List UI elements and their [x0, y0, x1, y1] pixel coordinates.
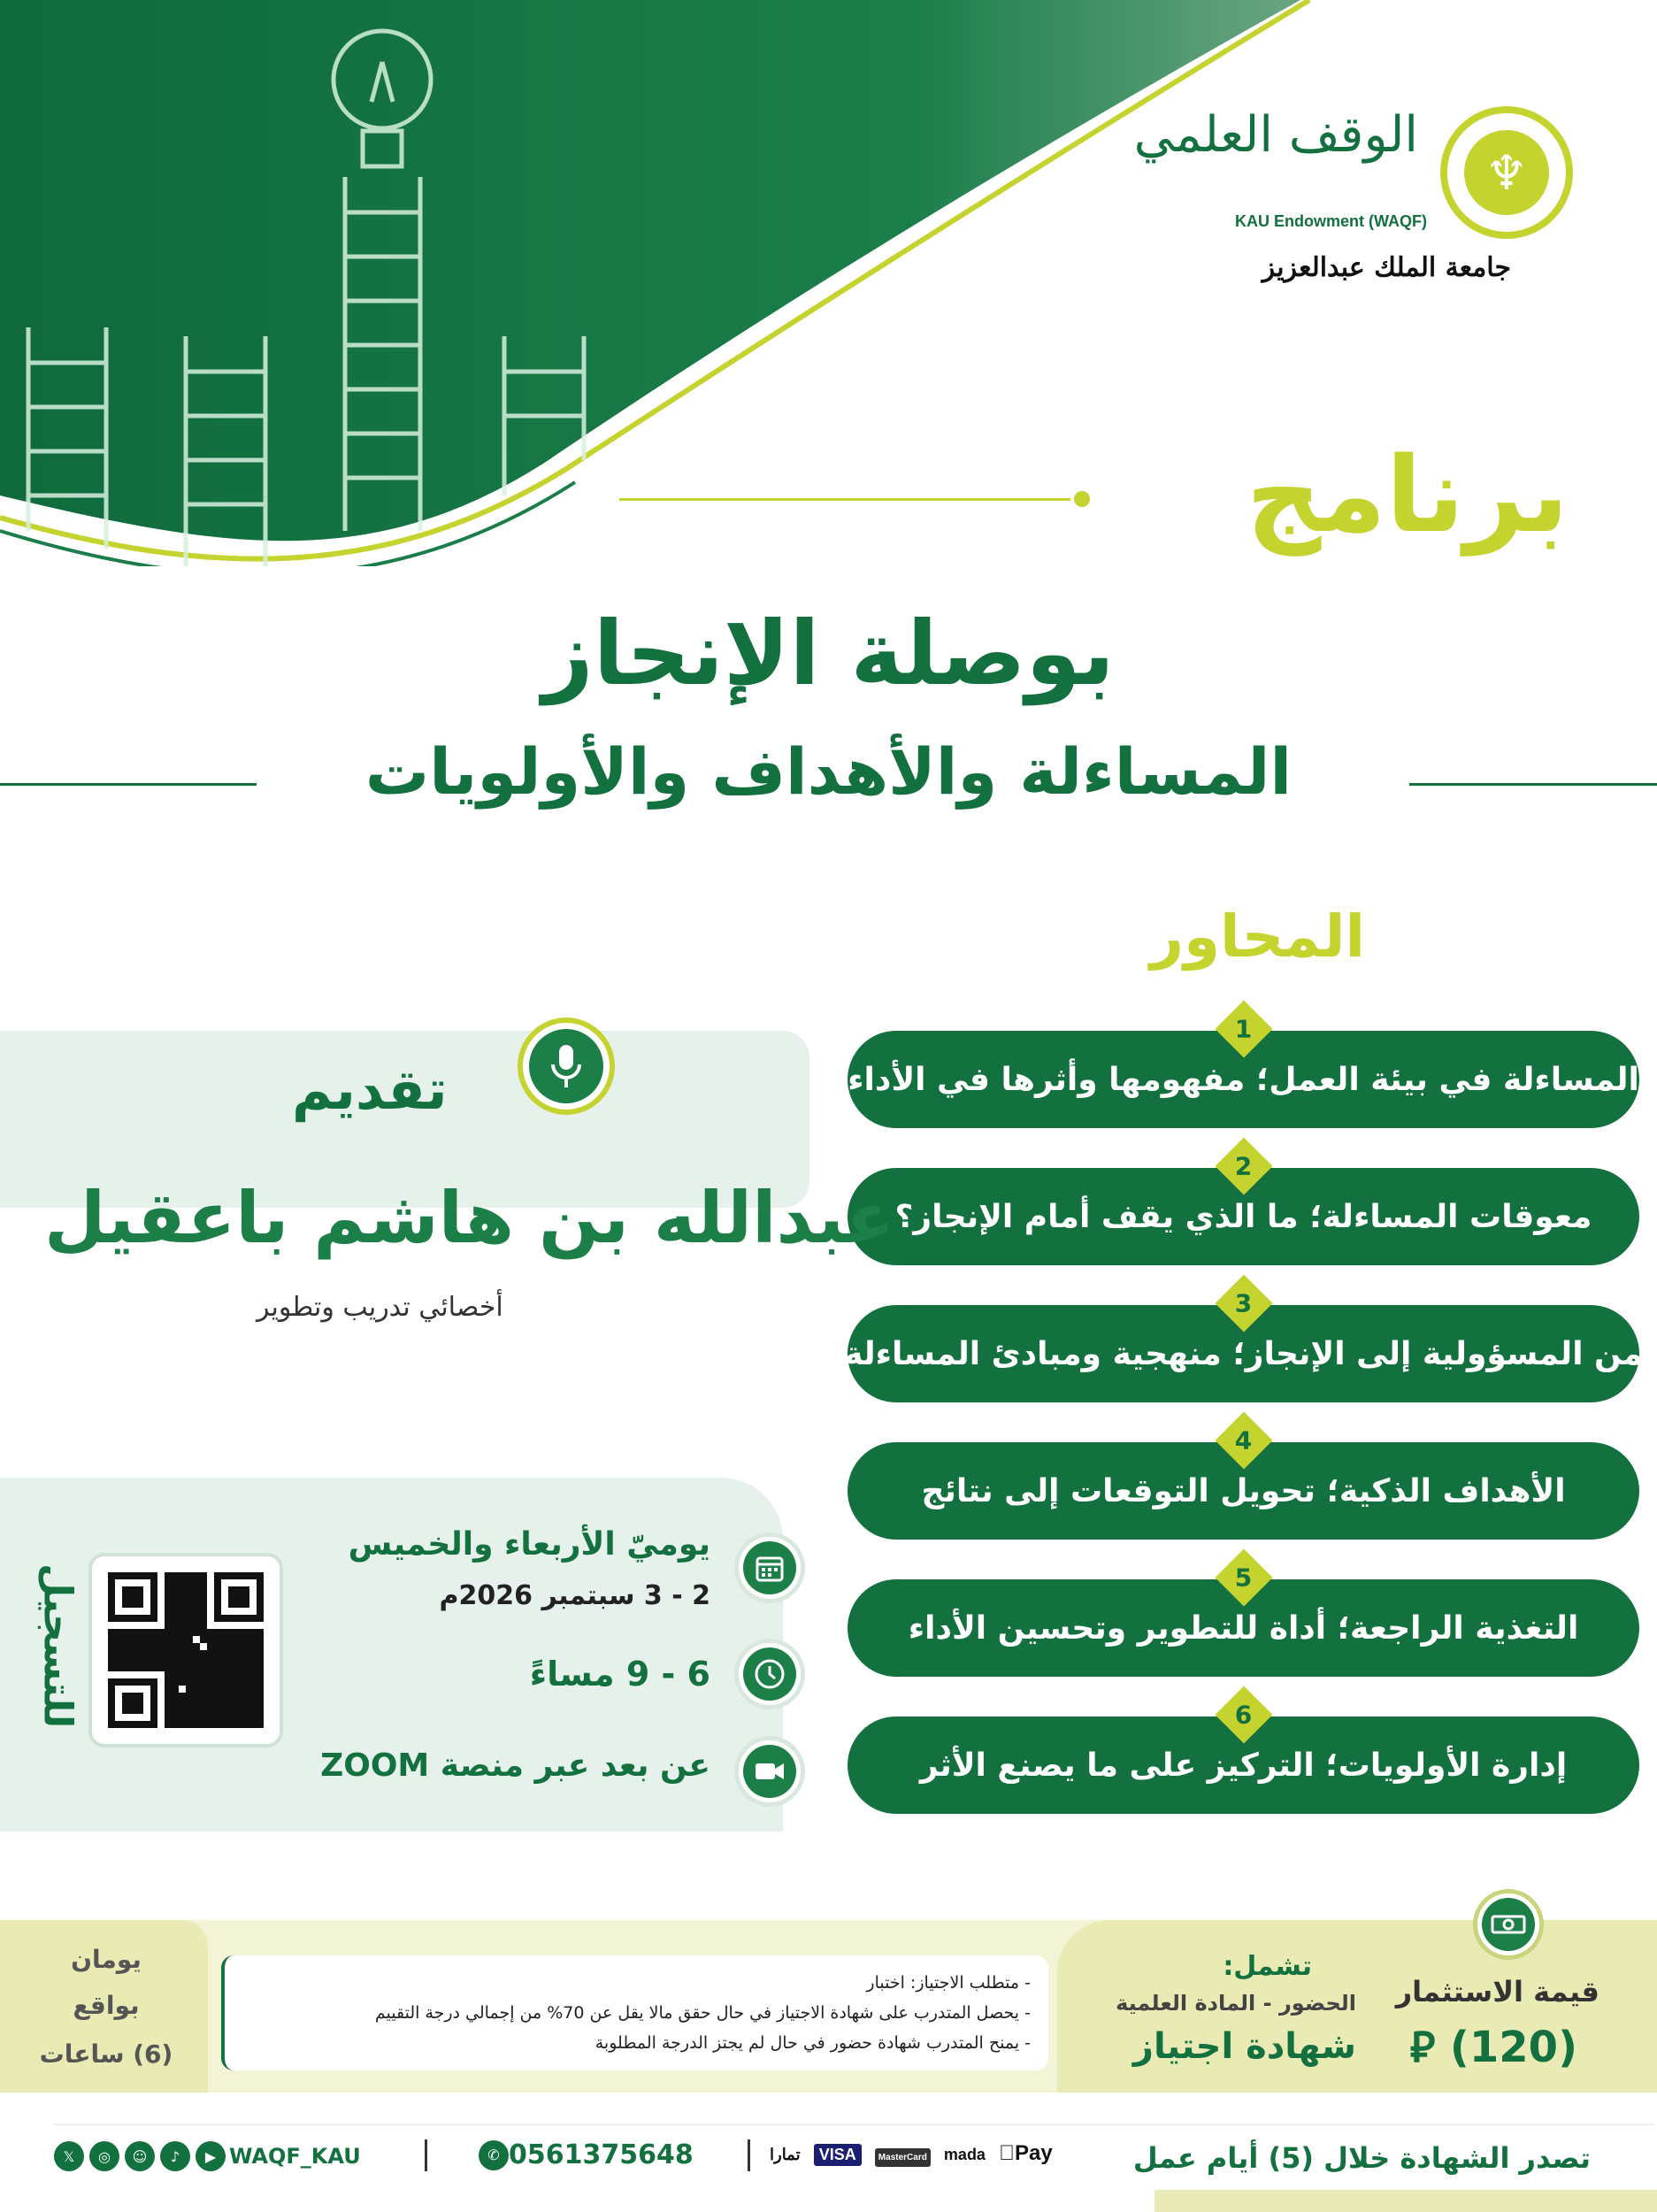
- whatsapp-icon: ✆: [479, 2140, 509, 2170]
- includes-items: الحضور - المادة العلمية: [1116, 1991, 1356, 2016]
- phone-number: 0561375648: [509, 2139, 694, 2170]
- logo-english: KAU Endowment (WAQF): [1235, 212, 1427, 230]
- youtube-icon[interactable]: ▶: [196, 2141, 226, 2171]
- schedule-date: 2 - 3 سبتمبر 2026م: [439, 1580, 710, 1611]
- schedule-days: يوميّ الأربعاء والخميس: [348, 1526, 710, 1563]
- axis-number-badge: 2: [1215, 1137, 1272, 1194]
- note-attendance-cert: - يمنح المتدرب شهادة حضور في حال لم يجتز الدرجة المطلوبة: [595, 2033, 1031, 2053]
- calendar-icon: [734, 1532, 805, 1603]
- footer-divider: [53, 2124, 1654, 2125]
- apple-pay-icon: Pay: [999, 2141, 1037, 2165]
- registration-qr-code[interactable]: [88, 1553, 283, 1747]
- axis-item-3: [844, 1288, 1643, 1402]
- program-label: برنامج: [1246, 434, 1569, 556]
- page-subtitle: المساءلة والأهداف والأولويات: [364, 734, 1293, 809]
- axis-number-badge: 6: [1215, 1686, 1272, 1743]
- presenter-role: أخصائي تدريب وتطوير: [257, 1292, 503, 1323]
- axis-item-4: [848, 1425, 1639, 1540]
- certificate-note: تصدر الشهادة خلال (5) أيام عمل: [1132, 2141, 1591, 2175]
- social-handle: WAQF_KAU: [229, 2144, 361, 2169]
- axis-text: من المسؤولية إلى الإنجاز؛ منهجية ومبادئ المساءلة: [844, 1335, 1643, 1372]
- divider: [619, 498, 1070, 501]
- investment-value: (120) ⃁: [1409, 2023, 1577, 2072]
- presenter-name: عبدالله بن هاشم باعقيل: [44, 1177, 895, 1259]
- schedule-platform: عن بعد عبر منصة ZOOM: [320, 1747, 710, 1784]
- note-requirement: - متطلب الاجتياز: اختبار: [866, 1973, 1031, 1993]
- axis-text: معوقات المساءلة؛ ما الذي يقف أمام الإنجاز؟: [894, 1198, 1592, 1235]
- microphone-icon: [518, 1018, 615, 1115]
- presenter-label: تقديم: [292, 1057, 448, 1122]
- note-pass-cert: - يحصل المتدرب على شهادة الاجتياز في حال حقق مالا يقل عن 70% من إجمالي درجة التقييم: [374, 2003, 1031, 2023]
- duration-line-2: بواقع: [73, 1991, 140, 2020]
- x-icon[interactable]: 𝕏: [54, 2141, 84, 2171]
- tamara-icon: تمارا: [770, 2146, 801, 2163]
- axis-text: إدارة الأولويات؛ التركيز على ما يصنع الأثر: [919, 1747, 1568, 1784]
- snapchat-icon[interactable]: ☺: [125, 2141, 155, 2171]
- axis-text: التغذية الراجعة؛ أداة للتطوير وتحسين الأداء: [908, 1609, 1579, 1647]
- phone-contact[interactable]: [473, 2139, 694, 2170]
- notes-panel: [221, 1955, 1048, 2070]
- waqf-emblem-icon: ♆: [1440, 106, 1573, 239]
- axis-item-2: [848, 1151, 1639, 1265]
- axis-number-badge: 1: [1215, 1000, 1272, 1057]
- investment-label: قيمة الاستثمار: [1395, 1975, 1599, 2008]
- schedule-time: 6 - 9 مساءً: [529, 1655, 710, 1694]
- money-icon: [1473, 1889, 1544, 1960]
- includes-label: تشمل:: [1223, 1951, 1312, 1982]
- footer-accent-bar: [1155, 2190, 1657, 2212]
- page-title: بوصلة الإنجاز: [542, 602, 1115, 705]
- university-name: جامعة الملك عبدالعزيز: [1262, 252, 1511, 283]
- visa-icon: VISA: [814, 2144, 862, 2166]
- footer-separator: [425, 2139, 427, 2171]
- axis-number-badge: 3: [1215, 1274, 1272, 1332]
- duration-line-3: (6) ساعات: [39, 2039, 173, 2069]
- video-camera-icon: [734, 1736, 805, 1807]
- divider-dot: [1074, 491, 1090, 507]
- axis-number-badge: 4: [1215, 1411, 1272, 1469]
- includes-certificate: شهادة اجتياز: [1132, 2026, 1356, 2067]
- axes-heading: المحاور: [1149, 902, 1365, 971]
- kau-waqf-logo: [1133, 106, 1573, 301]
- clock-icon: [734, 1639, 805, 1709]
- mada-icon: mada: [943, 2146, 986, 2163]
- axis-item-5: [848, 1563, 1639, 1677]
- axis-item-1: [848, 1014, 1639, 1128]
- mastercard-icon: MasterCard: [875, 2148, 931, 2167]
- footer-separator: [748, 2139, 750, 2171]
- register-label: للتسجيل: [35, 1563, 81, 1729]
- instagram-icon[interactable]: ◎: [89, 2141, 119, 2171]
- social-links: [49, 2141, 361, 2171]
- payment-methods: [761, 2141, 1053, 2167]
- logo-arabic: الوقف العلمي: [1133, 106, 1418, 164]
- duration-line-1: يومان: [71, 1945, 142, 1974]
- axis-text: الأهداف الذكية؛ تحويل التوقعات إلى نتائج: [921, 1472, 1566, 1509]
- axis-item-6: [848, 1700, 1639, 1814]
- axis-text: المساءلة في بيئة العمل؛ مفهومها وأثرها في الأداء: [848, 1061, 1639, 1098]
- tiktok-icon[interactable]: ♪: [160, 2141, 190, 2171]
- axis-number-badge: 5: [1215, 1548, 1272, 1606]
